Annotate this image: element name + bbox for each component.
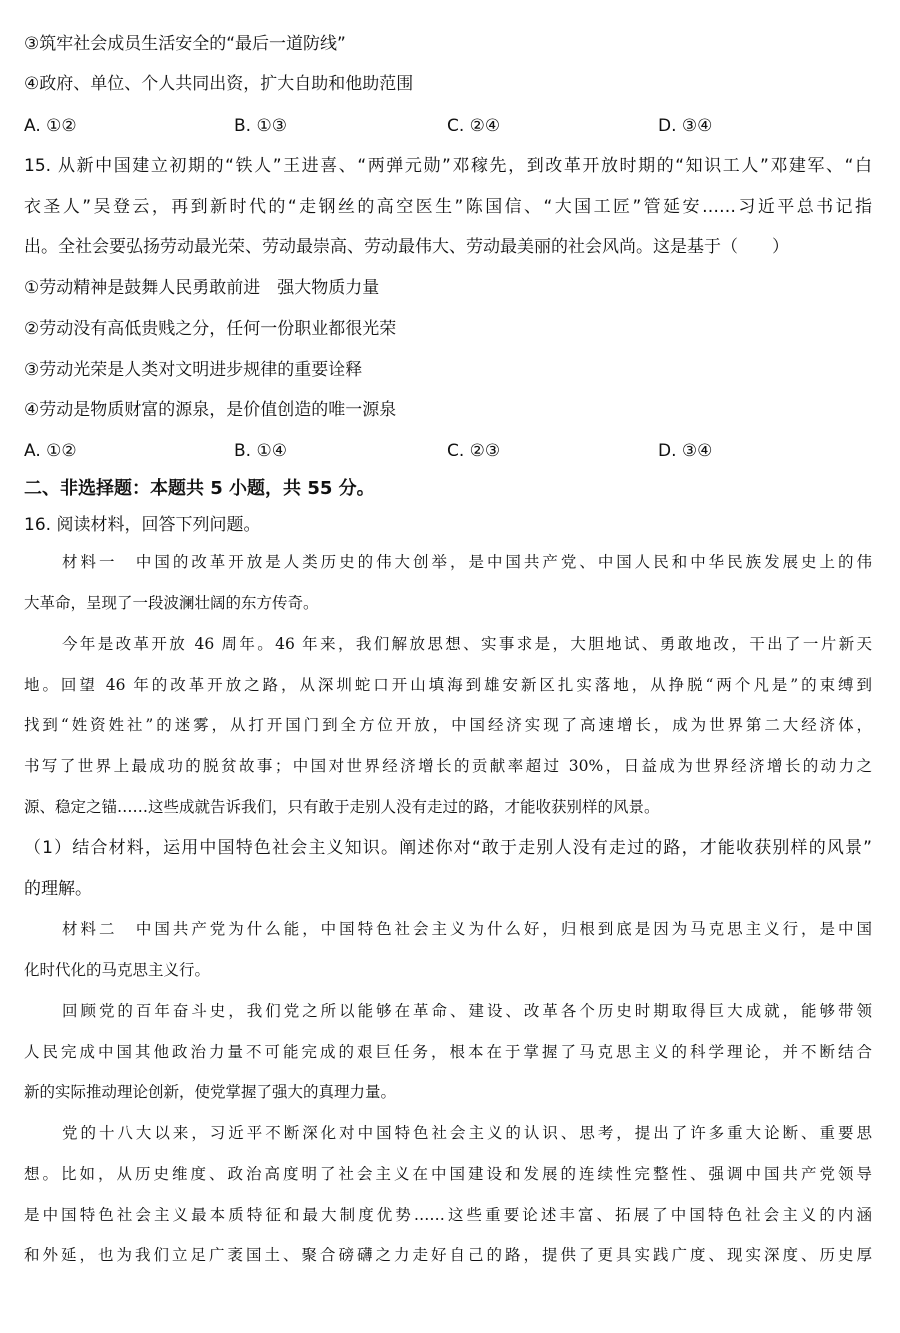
q16-material-2-line-2: 化时代化的马克思主义行。 <box>24 961 211 979</box>
q14-option-a[interactable]: A. ①② <box>24 116 77 136</box>
q14-option-d[interactable]: D. ③④ <box>658 116 713 136</box>
q15-item-2: ②劳动没有高低贵贱之分，任何一份职业都很光荣 <box>24 319 397 339</box>
q16-material-1-line-2: 大革命，呈现了一段波澜壮阔的东方传奇。 <box>24 594 319 612</box>
q15-item-1: ①劳动精神是鼓舞人民勇敢前进 强大物质力量 <box>24 278 380 298</box>
q16-material-2-p2-line-1: 回顾党的百年奋斗史，我们党之所以能够在革命、建设、改革各个历史时期取得巨大成就，能够带领 <box>62 1002 872 1020</box>
q16-material-2-p3-line-3: 是中国特色社会主义最本质特征和最大制度优势……这些重要论述丰富、拓展了中国特色社会主义的内涵 <box>24 1206 872 1224</box>
q15-item-3: ③劳动光荣是人类对文明进步规律的重要诠释 <box>24 360 363 380</box>
q15-stem-line-3: 出。全社会要弘扬劳动最光荣、劳动最崇高、劳动最伟大、劳动最美丽的社会风尚。这是基于（ ） <box>24 237 789 257</box>
q16-material-2-line-1: 材料二 中国共产党为什么能，中国特色社会主义为什么好，归根到底是因为马克思主义行，是中国 <box>62 920 872 938</box>
q16-material-2-p2-line-2: 人民完成中国其他政治力量不可能完成的艰巨任务，根本在于掌握了马克思主义的科学理论，并不断结合 <box>24 1043 872 1061</box>
q16-material-1-p2-line-4: 书写了世界上最成功的脱贫故事；中国对世界经济增长的贡献率超过 30%，日益成为世界经济增长的动力之 <box>24 757 872 775</box>
q16-material-1-p2-line-2: 地。回望 46 年的改革开放之路，从深圳蛇口开山填海到雄安新区扎实落地，从挣脱“两个凡是”的束缚到 <box>24 676 872 694</box>
q14-item-4: ④政府、单位、个人共同出资，扩大自助和他助范围 <box>24 74 414 94</box>
q16-intro: 16. 阅读材料，回答下列问题。 <box>24 515 261 535</box>
q16-material-1-p2-line-5: 源、稳定之锚……这些成就告诉我们，只有敢于走别人没有走过的路，才能收获别样的风景。 <box>24 798 660 816</box>
section-heading: 二、非选择题：本题共 5 小题，共 55 分。 <box>24 478 375 499</box>
q14-option-c[interactable]: C. ②④ <box>447 116 501 136</box>
q16-material-1-p2-line-1: 今年是改革开放 46 周年。46 年来，我们解放思想、实事求是，大胆地试、勇敢地改，干出了一片新天 <box>62 635 872 653</box>
q15-option-b[interactable]: B. ①④ <box>234 441 287 461</box>
q15-item-4: ④劳动是物质财富的源泉，是价值创造的唯一源泉 <box>24 400 397 420</box>
q15-option-a[interactable]: A. ①② <box>24 441 77 461</box>
q16-material-2-p3-line-1: 党的十八大以来，习近平不断深化对中国特色社会主义的认识、思考，提出了许多重大论断、重要思 <box>62 1124 872 1142</box>
q15-option-d[interactable]: D. ③④ <box>658 441 713 461</box>
q16-material-1-line-1: 材料一 中国的改革开放是人类历史的伟大创举，是中国共产党、中国人民和中华民族发展史上的伟 <box>62 553 872 571</box>
q14-item-3: ③筑牢社会成员生活安全的“最后一道防线” <box>24 34 346 54</box>
q14-option-b[interactable]: B. ①③ <box>234 116 287 136</box>
q16-subquestion-1-line-1: （1）结合材料，运用中国特色社会主义知识。阐述你对“敢于走别人没有走过的路，才能收获别样的风景” <box>24 838 872 858</box>
q16-subquestion-1-line-2: 的理解。 <box>24 879 92 899</box>
q16-material-2-p2-line-3: 新的实际推动理论创新，使党掌握了强大的真理力量。 <box>24 1083 397 1101</box>
q15-stem-line-2: 衣圣人”吴登云，再到新时代的“走钢丝的高空医生”陈国信、“大国工匠”管延安……习近平总书记指 <box>24 197 872 217</box>
q16-material-2-p3-line-4: 和外延，也为我们立足广袤国土、聚合磅礴之力走好自己的路，提供了更具实践广度、现实深度、历史厚 <box>24 1246 872 1264</box>
q15-stem-line-1: 15. 从新中国建立初期的“铁人”王进喜、“两弹元勋”邓稼先，到改革开放时期的“知识工人”邓建军、“白 <box>24 156 872 176</box>
q16-material-1-p2-line-3: 找到“姓资姓社”的迷雾，从打开国门到全方位开放，中国经济实现了高速增长，成为世界第二大经济体， <box>24 716 872 734</box>
q15-option-c[interactable]: C. ②③ <box>447 441 501 461</box>
q16-material-2-p3-line-2: 想。比如，从历史维度、政治高度明了社会主义在中国建设和发展的连续性完整性、强调中国共产党领导 <box>24 1165 872 1183</box>
